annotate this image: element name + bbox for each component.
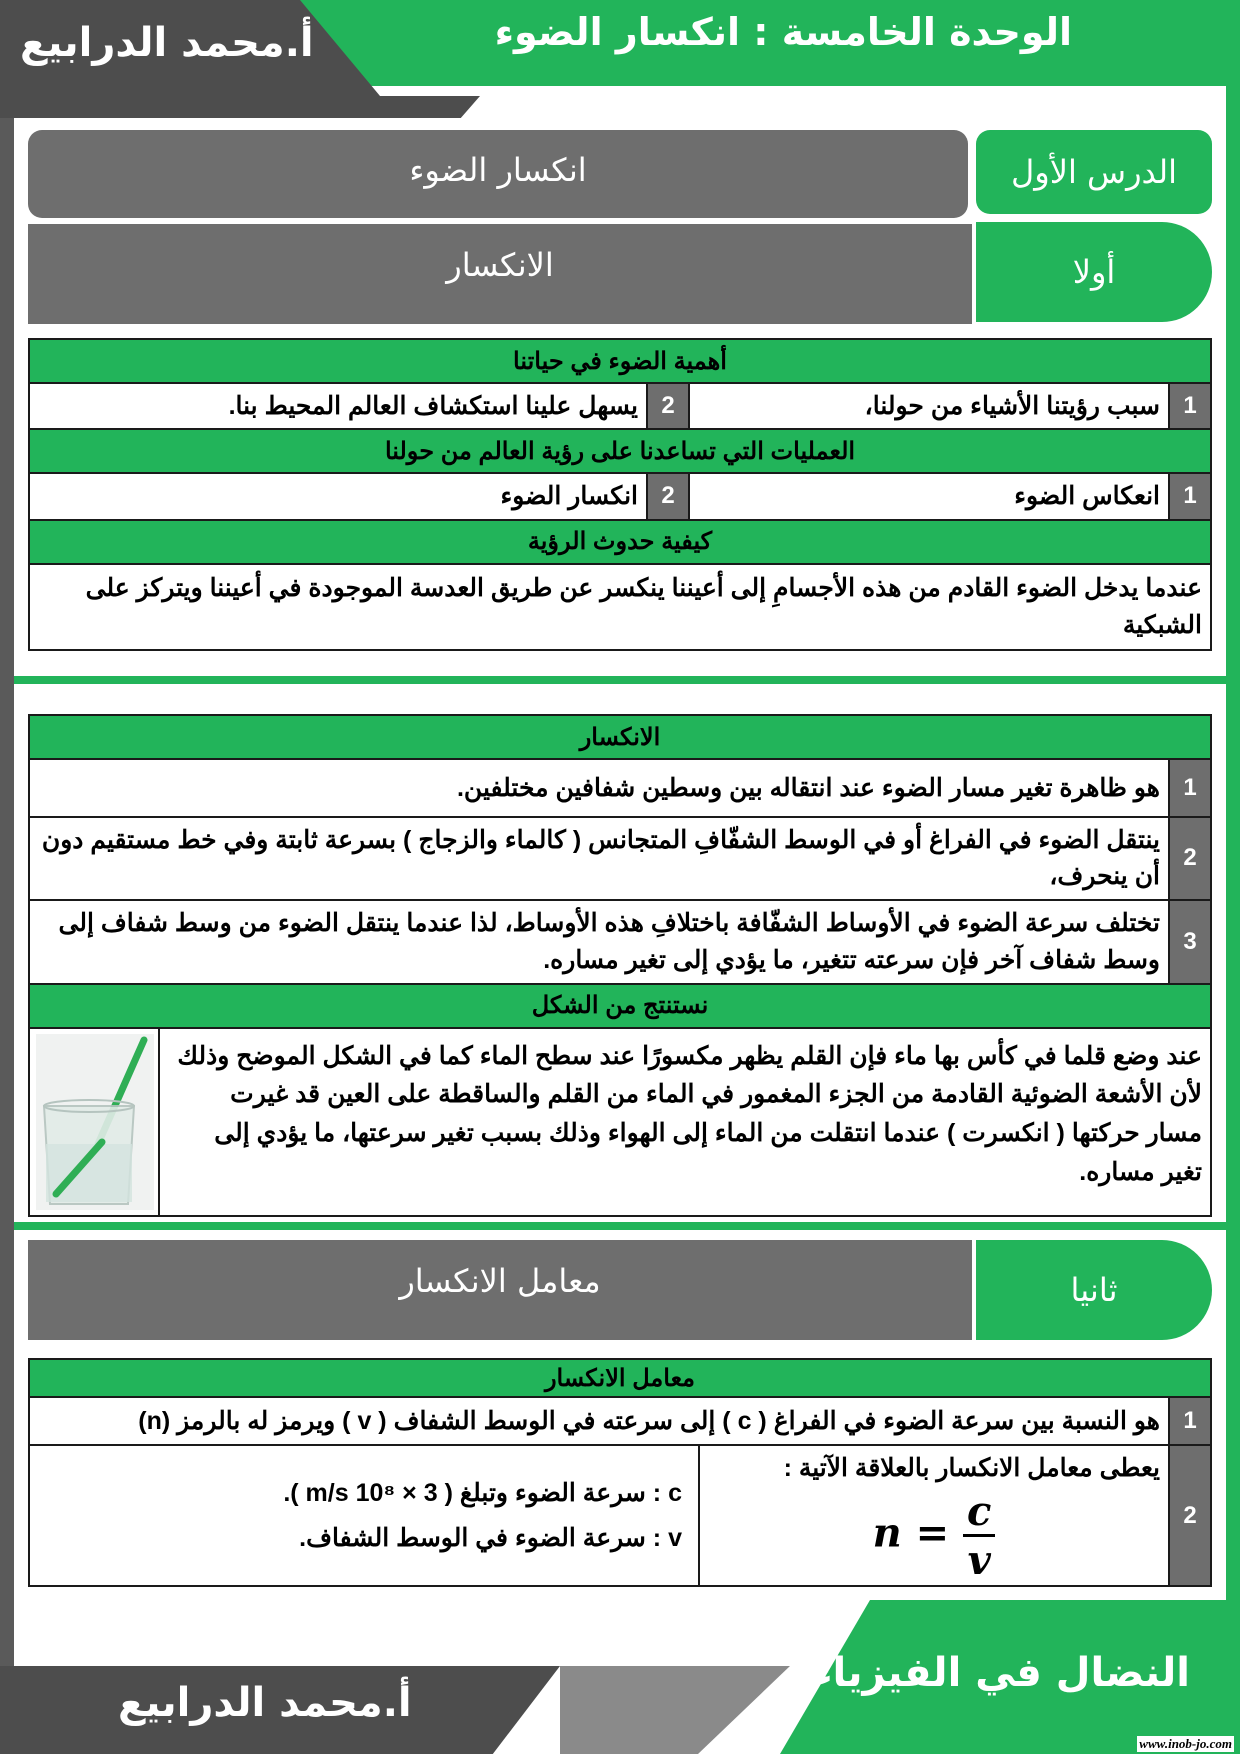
refractive-index-definition: هو النسبة بين سرعة الضوء في الفراغ ( c ) إلى سرعته في الوسط الشفاف ( v ) ويرمز له بالرمز (n) <box>29 1397 1169 1445</box>
footer-subject-title: النضال في الفيزياء <box>812 1650 1190 1696</box>
refraction-fact: تختلف سرعة الضوء في الأوساط الشفّافة باختلافِ هذه الأوساط، لذا عندما ينتقل الضوء من وسط شفاف إلى وسط شفاف آخر فإن سرعته تتغير، ما يؤدي إلى تغير مساره. <box>29 900 1169 984</box>
formula-cell <box>699 1445 1169 1586</box>
author-name-top: أ.محمد الدرابيع <box>20 20 314 66</box>
figure-conclusion-text: عند وضع قلما في كأس بها ماء فإن القلم يظهر مكسورًا عند سطح الماء كما في الشكل الموضح وذلك لأن الأشعة الضوئية القادمة من الجزء المغمور في الماء من القلم والساقطة على العين قد غيرت مسار حركتها ( انكسرت ) عندما انتقلت من الماء إلى الهواء وذلك بسبب تغير سرعتها، ما يؤدي إلى تغير مساره. <box>159 1028 1211 1216</box>
refraction-definition: هو ظاهرة تغير مسار الضوء عند انتقاله بين وسطين شفافين مختلفين. <box>29 759 1169 817</box>
figure-conclusion-header: نستنتج من الشكل <box>29 984 1211 1028</box>
row-number: 2 <box>647 383 689 429</box>
refraction-fact: ينتقل الضوء في الفراغ أو في الوسط الشفّافِ المتجانس ( كالماء والزجاج ) بسرعة ثابتة وفي خط مستقيم دون أن ينحرف، <box>29 817 1169 900</box>
author-name-bottom: أ.محمد الدرابيع <box>118 1680 412 1726</box>
row-number: 1 <box>1169 759 1211 817</box>
process-item: انعكاس الضوء <box>689 473 1169 519</box>
unit-title: الوحدة الخامسة : انكسار الضوء <box>494 10 1072 54</box>
section-label-first: أولا <box>976 222 1212 322</box>
refractive-index-table <box>28 1358 1212 1587</box>
formula-intro: يعطى معامل الانكسار بالعلاقة الآتية : <box>783 1454 1160 1482</box>
page-frame-right <box>1226 0 1240 1754</box>
row-number: 3 <box>1169 900 1211 984</box>
symbol-definitions <box>29 1445 699 1586</box>
formula-denominator: v <box>967 1537 991 1585</box>
row-number: 1 <box>1169 1397 1211 1445</box>
vision-text: عندما يدخل الضوء القادم من هذه الأجسامِ إلى أعيننا ينكسر عن طريق العدسة الموجودة في أعيننا ويتركز على الشبكية <box>29 564 1211 650</box>
processes-header: العمليات التي تساعدنا على رؤية العالم من حولنا <box>29 429 1211 473</box>
refraction-header: الانكسار <box>29 715 1211 759</box>
formula-lhs: n = <box>872 1509 950 1557</box>
section-divider <box>14 676 1226 684</box>
v-definition: v : سرعة الضوء في الوسط الشفاف. <box>299 1523 682 1552</box>
page-frame-left <box>0 0 14 1754</box>
row-number: 1 <box>1169 473 1211 519</box>
importance-item: سبب رؤيتنا الأشياء من حولنا، <box>689 383 1169 429</box>
section-divider <box>14 1222 1226 1230</box>
section-label-second: ثانيا <box>976 1240 1212 1340</box>
importance-header: أهمية الضوء في حياتنا <box>29 339 1211 383</box>
importance-item: يسهل علينا استكشاف العالم المحيط بنا. <box>29 383 647 429</box>
site-url: www.inob-jo.com <box>1139 1736 1232 1751</box>
row-number: 2 <box>647 473 689 519</box>
refraction-table <box>28 714 1212 1217</box>
pencil-in-glass-illustration <box>36 1034 154 1210</box>
row-number: 2 <box>1169 817 1211 900</box>
figure-cell <box>29 1028 159 1216</box>
row-number: 1 <box>1169 383 1211 429</box>
section-title-refraction: الانكسار <box>28 224 972 324</box>
vision-header: كيفية حدوث الرؤية <box>29 520 1211 564</box>
formula-fraction <box>963 1488 995 1585</box>
lesson-label: الدرس الأول <box>976 130 1212 214</box>
formula-numerator: c <box>963 1492 995 1537</box>
c-definition: c : سرعة الضوء وتبلغ ( 3 × 10⁸ m/s ). <box>283 1478 682 1507</box>
row-number: 2 <box>1169 1445 1211 1586</box>
refractive-index-formula <box>708 1488 1160 1585</box>
light-importance-table <box>28 338 1212 651</box>
refractive-index-header: معامل الانكسار <box>29 1359 1211 1397</box>
footer-accent <box>560 1666 790 1754</box>
process-item: انكسار الضوء <box>29 473 647 519</box>
header-strip <box>0 96 480 118</box>
lesson-title: انكسار الضوء <box>28 130 968 218</box>
section-title-refractive-index: معامل الانكسار <box>28 1240 972 1340</box>
